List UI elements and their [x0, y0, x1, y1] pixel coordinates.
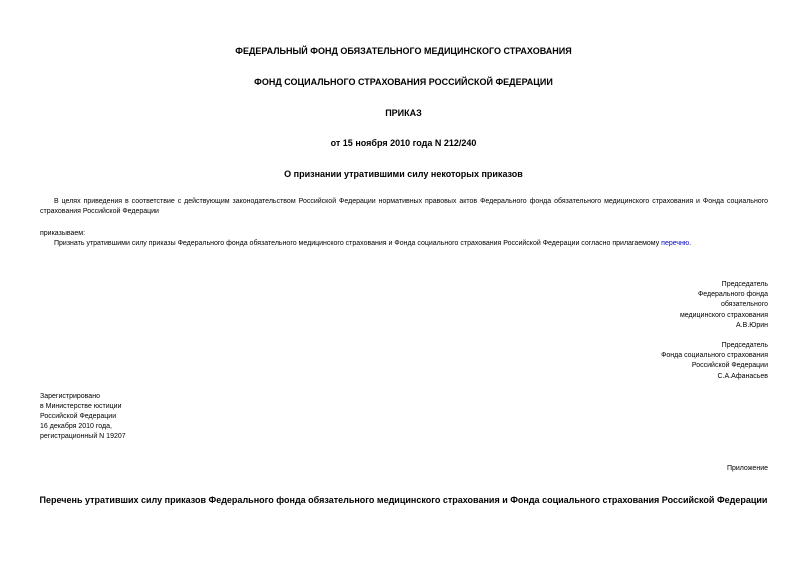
clause-end: . [689, 240, 692, 247]
registration-line: в Министерстве юстиции [40, 403, 122, 410]
appendix-title: Перечень утративших силу приказов Федерального фонда обязательного медицинского страхования и Фонда социального страхования Российской Федерации [39, 495, 768, 505]
registration-line: 16 декабря 2010 года, [40, 423, 112, 430]
registration-line: Зарегистрировано [40, 393, 100, 400]
registration-line: регистрационный N 19207 [40, 433, 126, 440]
signature-position: Председатель [721, 281, 768, 288]
signature-block-ffoms [680, 280, 768, 331]
document-title: О признании утратившими силу некоторых приказов [284, 169, 523, 179]
signature-position: Российской Федерации [691, 362, 768, 370]
appendix-list-link[interactable]: перечню [661, 240, 690, 247]
signature-position: Фонда социального страхования [661, 352, 768, 360]
order-word: приказываем: [40, 230, 86, 237]
signature-position: Председатель [721, 342, 768, 349]
signatory-name: С.А.Афанасьев [717, 372, 768, 380]
org-name-ffoms: ФЕДЕРАЛЬНЫЙ ФОНД ОБЯЗАТЕЛЬНОГО МЕДИЦИНСКОГО СТРАХОВАНИЯ [235, 46, 572, 56]
signature-position: обязательного [720, 301, 768, 309]
signature-block-fss [661, 341, 768, 382]
document-date-number: от 15 ноября 2010 года N 212/240 [330, 138, 477, 148]
document-type: ПРИКАЗ [385, 108, 422, 118]
registration-line: Российской Федерации [40, 413, 117, 420]
clause-text: Признать утратившими силу приказы Федерального фонда обязательного медицинского страхования и Фонда социального страхования Российской Федерации согласно прилагаемому [54, 240, 662, 247]
signatory-name: А.В.Юрин [736, 321, 768, 329]
clause-paragraph [40, 239, 768, 249]
intro-paragraph: В целях приведения в соответствие с действующим законодательством Российской Федерации нормативных правовых актов Федерального фонда обязательного медицинского страхования и Фонда социального страхования Российской Федерации [40, 198, 768, 215]
signature-position: медицинского страхования [679, 311, 768, 319]
appendix-label: Приложение [726, 465, 768, 472]
org-name-fss: ФОНД СОЦИАЛЬНОГО СТРАХОВАНИЯ РОССИЙСКОЙ ФЕДЕРАЦИИ [254, 77, 553, 87]
signature-position: Федерального фонда [697, 291, 768, 299]
registration-block [40, 392, 126, 442]
